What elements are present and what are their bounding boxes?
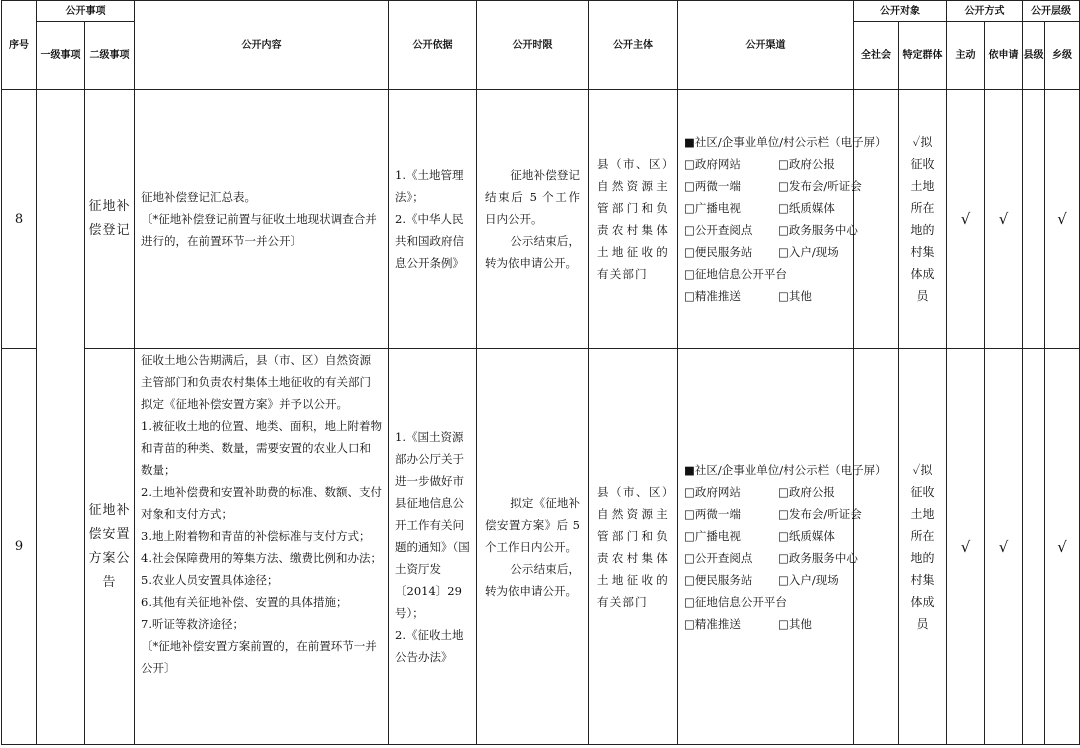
row-basis (389, 349, 477, 745)
basis-line: 1.《国土资源部办公厅关于进一步做好市县征地信息公开工作有关问题的通知》（国土资厅发〔2014〕29号）； (395, 429, 470, 620)
time-line: 拟定《征地补偿安置方案》后 5 个工作日内公开。 (485, 495, 580, 554)
content-line: 1.被征收土地的位置、地类、面积，地上附着物和青苗的种类、数量，需要安置的农业人口和数量； (141, 419, 382, 477)
channel-option: □政务服务中心 (778, 223, 858, 237)
row-seq: 9 (2, 349, 37, 745)
header-target-specific: 特定群体 (899, 22, 947, 90)
row-seq: 8 (2, 90, 37, 349)
row-level1 (37, 90, 85, 745)
row-target-specific: ✓拟征收土地所在地的村集体成员 (899, 349, 947, 745)
channel-option: □两微一端 (684, 506, 741, 521)
header-subject: 公开主体 (589, 1, 678, 90)
channel-option: □其他 (778, 289, 812, 303)
header-channel: 公开渠道 (678, 1, 854, 90)
content-line: 4.社会保障费用的筹集方法、缴费比例和办法； (141, 551, 382, 565)
row-level-township: √ (1045, 349, 1080, 745)
header-level-county: 县级 (1023, 22, 1045, 90)
channel-option: ■社区/企事业单位/村公示栏（电子屏） (684, 135, 887, 149)
header-target-all: 全社会 (854, 22, 899, 90)
channel-option: □便民服务站 (684, 245, 753, 259)
row-target-all (854, 90, 899, 349)
channel-option: □广播电视 (684, 201, 741, 215)
content-line: 6.其他有关征地补偿、安置的具体措施； (141, 595, 348, 609)
basis-line: 2.《征收土地公告办法》 (395, 627, 464, 664)
channel-option: □公开查阅点 (684, 550, 753, 565)
row-channel (678, 90, 887, 349)
row-basis (389, 90, 477, 349)
time-line: 公示结束后，转为依申请公开。 (485, 561, 580, 598)
channel-option: □发布会/听证会 (778, 179, 862, 193)
channel-option: □纸质媒体 (778, 201, 835, 215)
channel-option: □便民服务站 (684, 572, 753, 587)
header-method-request: 依申请 (985, 22, 1023, 90)
row-content (135, 90, 389, 349)
header-items-group: 公开事项 (37, 1, 135, 22)
content-line: 〔*征地补偿登记前置与征收土地现状调查合并进行的，在前置环节一并公开〕 (141, 212, 377, 248)
row-subject: 县（市、区）自然资源主管部门和负责农村集体土地征收的有关部门 (589, 90, 678, 349)
header-level2: 二级事项 (85, 22, 135, 90)
row-subject: 县（市、区）自然资源主管部门和负责农村集体土地征收的有关部门 (589, 349, 678, 745)
basis-line: 1.《土地管理法》； (395, 168, 464, 204)
content-line: 征收土地公告期满后，县（市、区）自然资源主管部门和负责农村集体土地征收的有关部门拟定《征地补偿安置方案》并予以公开。 (141, 353, 371, 411)
channel-option: □纸质媒体 (778, 528, 835, 543)
disclosure-table (1, 0, 1080, 745)
row-content (135, 349, 389, 745)
row-level-county (1023, 90, 1045, 349)
time-line: 公示结束后，转为依申请公开。 (485, 234, 580, 270)
channel-option: □发布会/听证会 (778, 506, 862, 521)
header-method-active: 主动 (947, 22, 985, 90)
content-line: 2.土地补偿费和安置补助费的标准、数额、支付对象和支付方式； (141, 485, 382, 521)
channel-option: □入户/现场 (778, 245, 839, 259)
channel-option: □政府公报 (778, 484, 835, 499)
row-method-request: √ (985, 349, 1023, 745)
channel-option: □其他 (778, 616, 812, 631)
channel-option: □征地信息公开平台 (684, 594, 787, 609)
row-level2: 征地补偿安置方案公告 (85, 349, 135, 745)
content-line: 5.农业人员安置具体途径； (141, 573, 279, 587)
header-basis: 公开依据 (389, 1, 477, 90)
channel-option: □政务服务中心 (778, 550, 858, 565)
row-target-all (854, 349, 899, 745)
channel-option: □精准推送 (684, 289, 741, 303)
row-target-specific: ✓拟征收土地所在地的村集体成员 (899, 90, 947, 349)
table-row (2, 90, 1080, 349)
header-target-group: 公开对象 (854, 1, 947, 22)
header-level-group: 公开层级 (1023, 1, 1080, 22)
header-method-group: 公开方式 (947, 1, 1023, 22)
header-content: 公开内容 (135, 1, 389, 90)
channel-option: □广播电视 (684, 528, 741, 543)
content-line: 〔*征地补偿安置方案前置的，在前置环节一并公开〕 (141, 639, 377, 675)
channel-option: □政府网站 (684, 484, 741, 499)
content-line: 征地补偿登记汇总表。 (141, 190, 256, 204)
row-method-active: √ (947, 349, 985, 745)
header-seq: 序号 (2, 1, 37, 90)
row-level-county (1023, 349, 1045, 745)
channel-option: □入户/现场 (778, 572, 839, 587)
channel-option: □两微一端 (684, 179, 741, 193)
channel-option: □征地信息公开平台 (684, 267, 787, 281)
header-level1: 一级事项 (37, 22, 85, 90)
channel-option: □精准推送 (684, 616, 741, 631)
row-method-request: √ (985, 90, 1023, 349)
content-line: 7.听证等救济途径； (141, 617, 244, 631)
header-level-township: 乡级 (1045, 22, 1080, 90)
content-line: 3.地上附着物和青苗的补偿标准与支付方式； (141, 529, 371, 543)
basis-line: 2.《中华人民共和国政府信息公开条例》 (395, 212, 464, 270)
channel-option: ■社区/企事业单位/村公示栏（电子屏） (684, 462, 887, 477)
row-level-township: √ (1045, 90, 1080, 349)
channel-option: □政府网站 (684, 157, 741, 171)
row-time-limit (477, 90, 589, 349)
row-channel (678, 349, 887, 745)
row-level2: 征地补偿登记 (85, 90, 135, 349)
row-method-active: √ (947, 90, 985, 349)
channel-option: □政府公报 (778, 157, 835, 171)
table-row (2, 349, 1080, 745)
channel-option: □公开查阅点 (684, 223, 753, 237)
row-time-limit (477, 349, 589, 745)
header-time-limit: 公开时限 (477, 1, 589, 90)
time-line: 征地补偿登记结束后 5 个工作日内公开。 (485, 168, 580, 226)
